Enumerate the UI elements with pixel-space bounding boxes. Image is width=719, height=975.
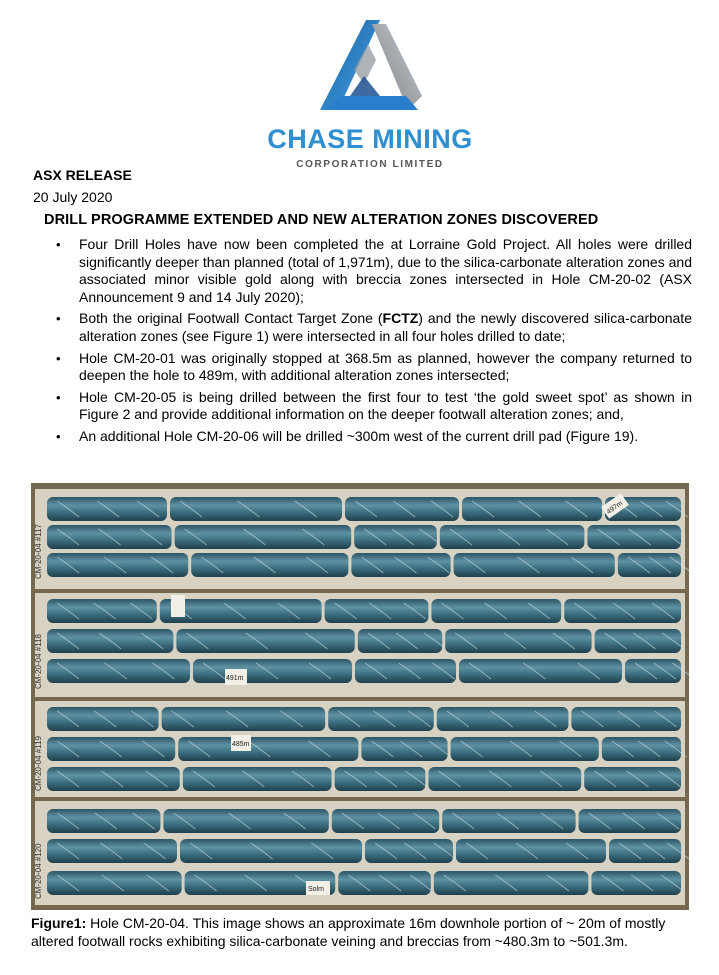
core-segment [325,599,429,623]
core-segment [584,767,681,791]
core-segment [358,629,442,653]
core-segment [456,839,606,863]
core-segment [459,659,622,683]
bullet-item [56,350,692,385]
core-segment [361,737,447,761]
bullet-text: Hole CM-20-01 was originally stopped at 368.5m as planned, however the company returned to deepen the hole to 489m, with additional alteration zones intersected; [79,349,692,384]
core-segment [335,767,426,791]
bullet-item [56,310,692,345]
bullet-item [56,389,692,424]
core-tray-photo [31,483,689,910]
headline: DRILL PROGRAMME EXTENDED AND NEW ALTERATION ZONES DISCOVERED [44,212,599,228]
figure-caption [31,915,691,950]
core-segment [47,707,159,731]
triangle-logo-icon [314,14,426,118]
core-segment [591,871,681,895]
bullet-text: ) and the newly discovered silica-carbonate alteration zones (see Figure 1) were intersected in all four holes drilled to date; [79,310,692,344]
depth-tag: Solm [308,886,324,893]
core-segment [47,871,182,895]
bullet-text: Four Drill Holes have now been completed the at Lorraine Gold Project. All holes were drilled significantly deeper than planned (total of 1,971m), due to the silica-carbonate alteration zones and associated minor visible gold along with breccia zones intersected in Hole CM-20-02 (ASX Announcement 9 and 14 July 2020); [79,236,692,305]
core-segment [609,839,681,863]
core-segment [454,553,615,577]
core-segment [175,525,352,549]
core-segment [47,599,157,623]
release-date: 20 July 2020 [33,189,113,205]
core-segment [625,659,681,683]
key-points-list [56,236,692,450]
bullet-bold-term: FCTZ [382,310,419,327]
depth-tag: 491m [226,675,244,682]
core-segment [328,707,434,731]
bullet-text: An additional Hole CM-20-06 will be drilled ~300m west of the current drill pad (Figure 19). [79,427,639,444]
core-segment [170,497,342,521]
tray-label: CM-20-04 #119 [34,736,43,791]
core-segment [618,553,681,577]
bullet-item [56,236,692,306]
core-segment [351,553,450,577]
core-segment [355,659,456,683]
core-segment [602,737,681,761]
core-segment [434,871,589,895]
logo-subtitle: CORPORATION LIMITED [296,159,444,170]
core-segment [428,767,581,791]
logo-name: CHASE MINING [267,124,473,154]
tray-label: CM-20-04 #120 [34,843,43,899]
core-segment [162,707,326,731]
release-label: ASX RELEASE [33,167,132,183]
core-segment [163,809,328,833]
drill-core-image [31,483,689,910]
core-segment [176,629,354,653]
core-segment [180,839,362,863]
caption-text: Hole CM-20-04. This image shows an approximate 16m downhole portion of ~ 20m of mostly altered footwall rocks exhibiting silica-carbonate veining and breccias from ~480.3m to ~501.3m. [31,915,666,949]
core-segment [193,659,352,683]
core-segment [191,553,348,577]
tray-label: CM-20-04 #117 [34,524,43,579]
tray-label: CM-20-04 #118 [34,634,43,689]
company-logo [250,14,490,170]
core-segment [365,839,453,863]
core-segment [338,871,431,895]
bullet-item [56,428,692,446]
core-segment [571,707,681,731]
core-segment [587,525,681,549]
core-segment [332,809,439,833]
core-segment [354,525,437,549]
caption-label: Figure1: [31,915,87,931]
core-segment [595,629,681,653]
core-segment [579,809,681,833]
depth-tag: 497m [605,500,625,516]
core-segment [178,737,358,761]
bullet-text: Both the original Footwall Contact Target Zone ( [79,310,383,327]
bullet-text: Hole CM-20-05 is being drilled between the first four to test ‘the gold sweet spot’ as shown in Figure 2 and provide additional information on the deeper footwall alteration zones; and, [79,388,692,423]
depth-tag: 485m [232,741,250,748]
